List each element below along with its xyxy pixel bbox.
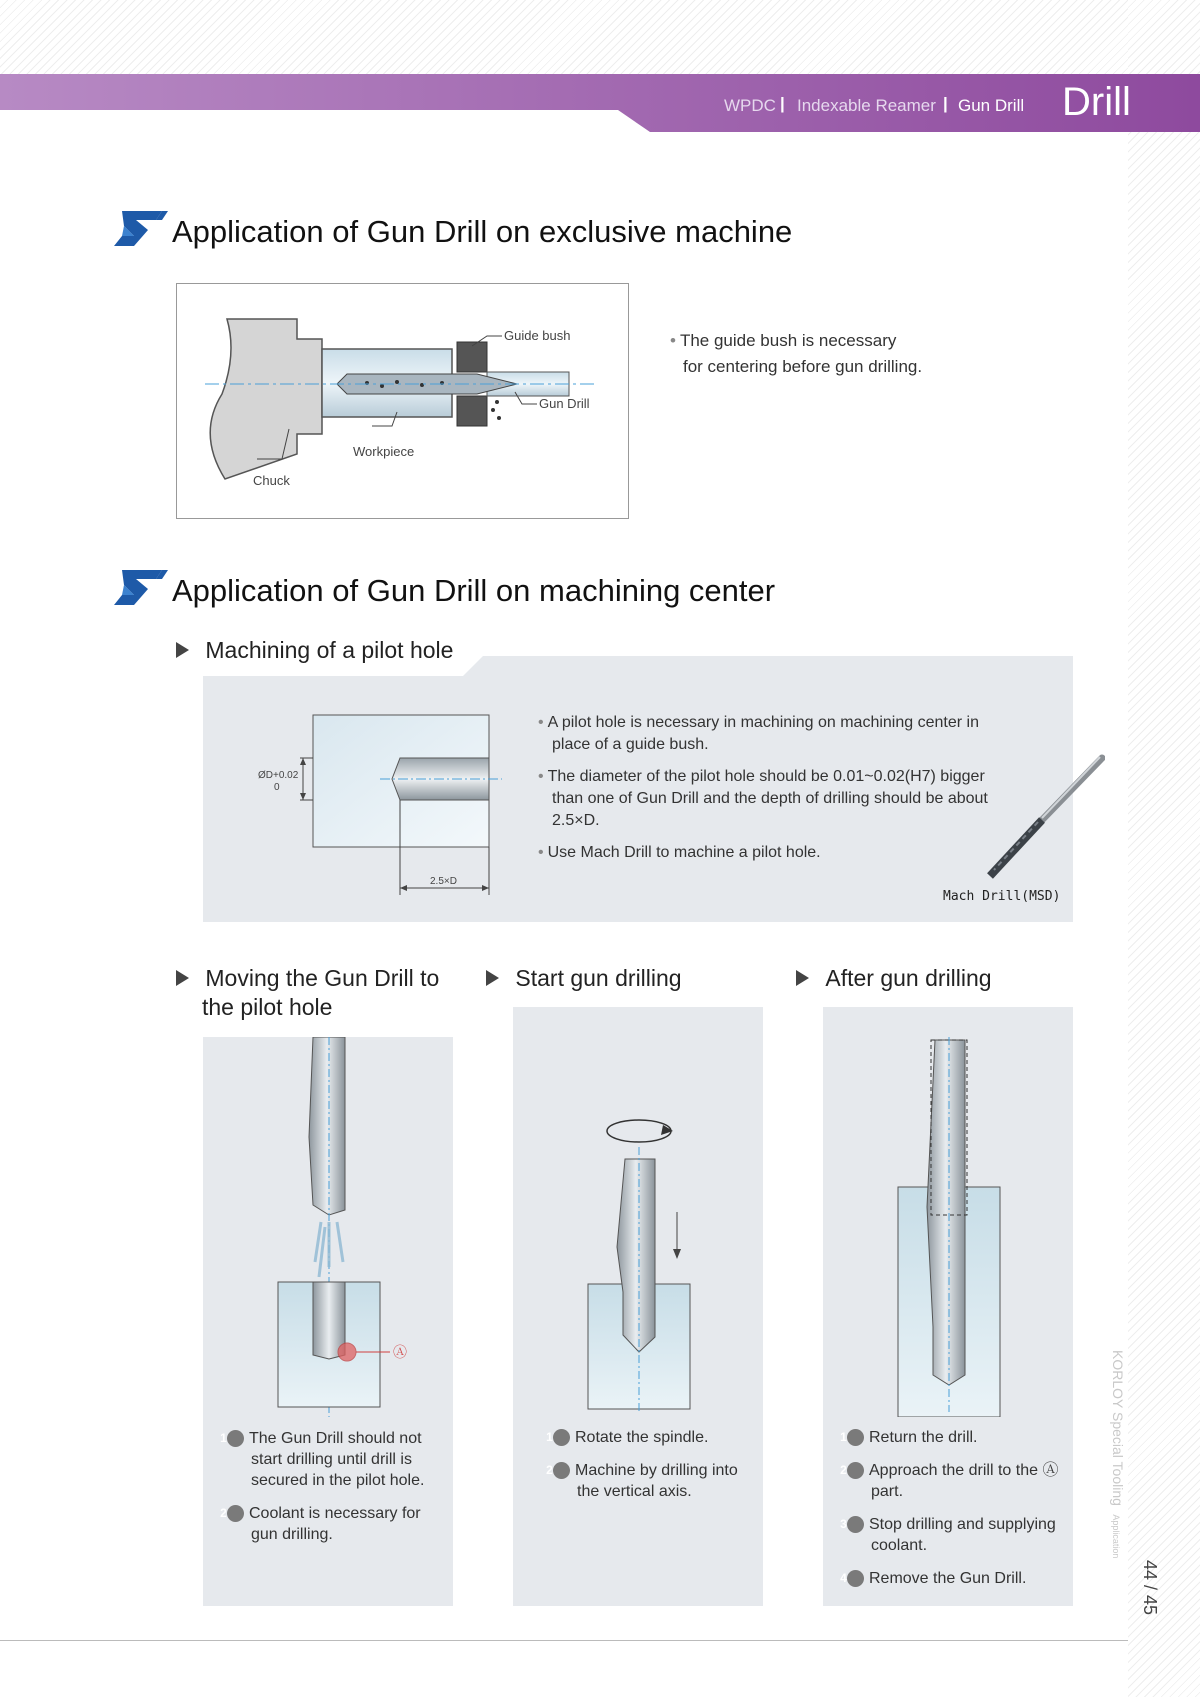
mach-drill-caption: Mach Drill(MSD) bbox=[943, 889, 1061, 904]
label-workpiece: Workpiece bbox=[353, 444, 415, 459]
triangle-bullet-icon bbox=[176, 970, 189, 986]
step3-panel bbox=[823, 1007, 1073, 1606]
marker-a: Ⓐ bbox=[393, 1344, 407, 1360]
triangle-bullet-icon bbox=[176, 642, 189, 658]
pilot-bullet: • The diameter of the pilot hole should be 0.01~0.02(H7) bigger than one of Gun Drill and the depth of drilling should be about 2.5×D. bbox=[538, 768, 988, 829]
rotation-arrow-icon bbox=[607, 1120, 671, 1142]
step1-panel bbox=[203, 1037, 453, 1606]
step2-heading bbox=[486, 965, 682, 992]
section1-note-line1: The guide bush is necessary bbox=[679, 331, 897, 350]
section1-note: • The guide bush is necessary for centering before gun drilling. bbox=[670, 328, 970, 380]
side-brand bbox=[1106, 1350, 1126, 1559]
triangle-bullet-icon bbox=[486, 970, 499, 986]
dim-depth: 2.5×D bbox=[430, 876, 457, 887]
step3-item: 2 Approach the drill to the Ⓐ part. bbox=[840, 1462, 1059, 1500]
category-title: Drill bbox=[1062, 80, 1131, 124]
pilot-bullets bbox=[538, 712, 1018, 864]
step2-heading-text: Start gun drilling bbox=[515, 965, 682, 991]
pilot-hole-drawing bbox=[240, 710, 510, 895]
step1-item: 1 The Gun Drill should not start drilling until drill is secured in the pilot hole. bbox=[220, 1430, 425, 1489]
section1-note-line2: for centering before gun drilling. bbox=[683, 357, 923, 376]
step2-item: 2 Machine by drilling into the vertical axis. bbox=[546, 1462, 738, 1500]
pilot-bullet: • A pilot hole is necessary in machining on machining center in place of a guide bush. bbox=[538, 714, 979, 753]
nav-separator: | bbox=[943, 94, 948, 113]
label-gun-drill: Gun Drill bbox=[539, 396, 590, 411]
step1-heading-line1: Moving the Gun Drill to bbox=[205, 965, 440, 991]
step3-list bbox=[840, 1427, 1062, 1601]
step1-heading bbox=[176, 965, 476, 1021]
step2-drawing bbox=[513, 1007, 763, 1417]
exclusive-machine-diagram bbox=[176, 283, 629, 519]
section2-title: Application of Gun Drill on machining center bbox=[172, 573, 776, 608]
step3-heading bbox=[796, 965, 992, 992]
down-arrow-icon bbox=[673, 1249, 681, 1259]
step1-drawing bbox=[203, 1037, 453, 1417]
nav-gun-drill[interactable]: Gun Drill bbox=[958, 96, 1025, 115]
header-pattern bbox=[0, 0, 1200, 74]
dim-diameter: ØD+0.02 bbox=[258, 770, 299, 781]
korloy-logo-icon bbox=[112, 567, 168, 607]
side-pattern bbox=[1128, 0, 1200, 1697]
nav-separator: | bbox=[780, 94, 785, 113]
step1-list bbox=[220, 1428, 437, 1557]
side-title: KORLOY Special Tooling bbox=[1110, 1350, 1126, 1506]
triangle-bullet-icon bbox=[796, 970, 809, 986]
nav-indexable-reamer[interactable]: Indexable Reamer bbox=[797, 96, 936, 115]
nav-wpdc[interactable]: WPDC bbox=[724, 96, 776, 115]
step3-item: 4 Remove the Gun Drill. bbox=[840, 1570, 1027, 1587]
pilot-bullet: • Use Mach Drill to machine a pilot hole. bbox=[538, 844, 821, 861]
mach-drill-image bbox=[980, 752, 1105, 882]
step2-item: 1 Rotate the spindle. bbox=[546, 1429, 709, 1446]
step2-panel bbox=[513, 1007, 763, 1606]
step3-drawing bbox=[823, 1007, 1073, 1417]
korloy-logo-icon bbox=[112, 208, 168, 248]
pilot-heading-text: Machining of a pilot hole bbox=[205, 637, 454, 663]
step1-heading-line2: the pilot hole bbox=[202, 994, 333, 1020]
side-sub: Application bbox=[1111, 1514, 1121, 1559]
step3-item: 3 Stop drilling and supplying coolant. bbox=[840, 1516, 1056, 1554]
step1-item: 2 Coolant is necessary for gun drilling. bbox=[220, 1505, 421, 1543]
step2-list bbox=[546, 1427, 753, 1514]
dim-diameter-low: 0 bbox=[274, 782, 280, 793]
step3-item: 1 Return the drill. bbox=[840, 1429, 978, 1446]
step3-heading-text: After gun drilling bbox=[825, 965, 992, 991]
bottom-rule bbox=[0, 1640, 1128, 1641]
label-chuck: Chuck bbox=[253, 473, 290, 488]
section1-title: Application of Gun Drill on exclusive machine bbox=[172, 214, 793, 249]
label-guide-bush: Guide bush bbox=[504, 328, 571, 343]
page-number: 44 / 45 bbox=[1140, 1560, 1160, 1616]
exclusive-machine-drawing bbox=[177, 284, 628, 518]
